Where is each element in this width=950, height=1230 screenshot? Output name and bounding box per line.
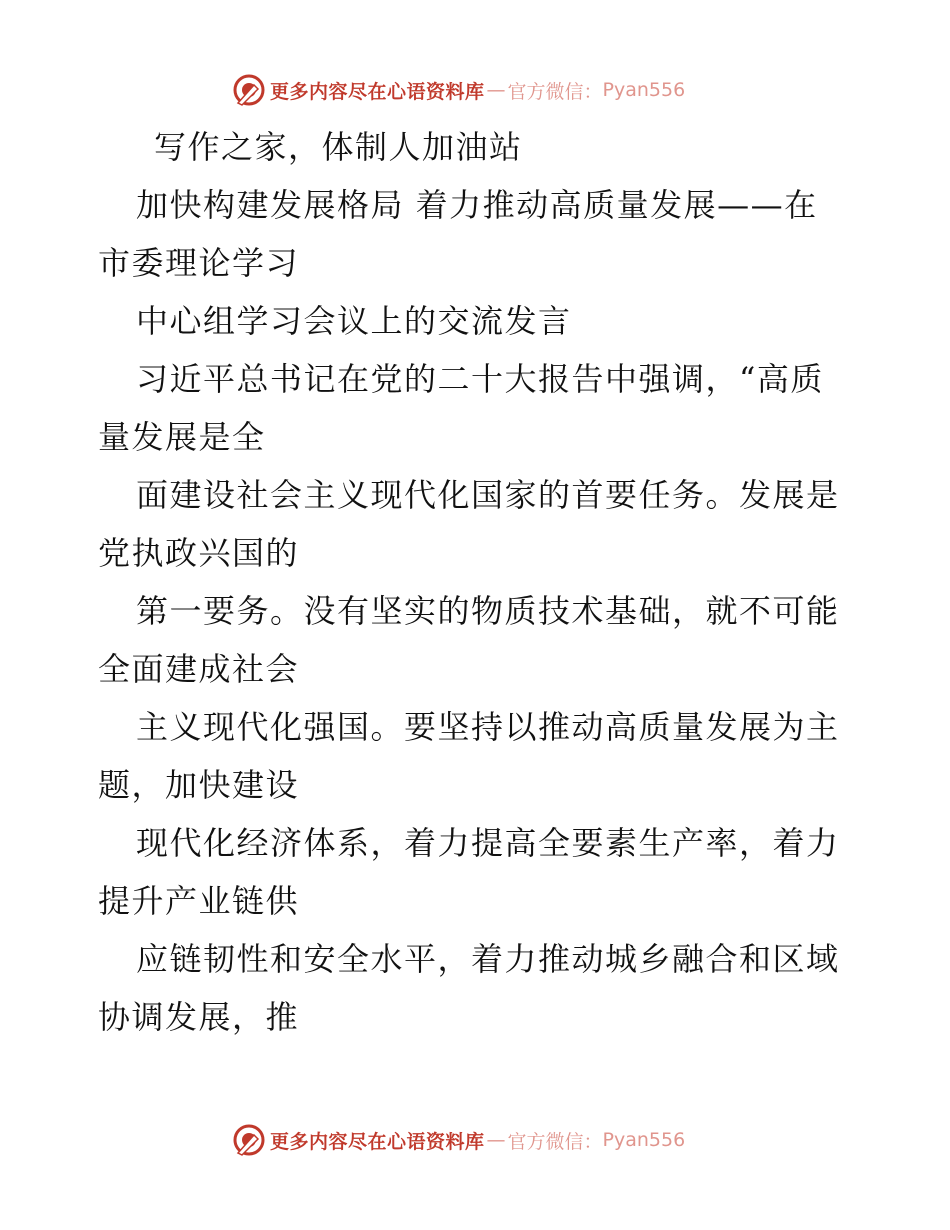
doc-line: 协调发展，推 [98,998,300,1036]
doc-line: 第一要务。没有坚实的物质技术基础，就不可能 [136,592,840,630]
watermark-wechat-id: Pyan556 [602,1129,686,1151]
watermark-wechat-label: 官方微信： [507,80,603,103]
watermark-wechat-label: 官方微信： [507,1130,603,1153]
doc-line: 习近平总书记在党的二十大报告中强调，“高质 [136,360,824,398]
doc-line: 量发展是全 [98,418,266,456]
doc-line: 写作之家，体制人加油站 [154,128,523,166]
doc-line: 提升产业链供 [98,882,300,920]
doc-line: 面建设社会主义现代化国家的首要任务。发展是 [136,476,840,514]
doc-line: 主义现代化强国。要坚持以推动高质量发展为主 [136,708,840,746]
pen-logo-icon [232,73,266,107]
watermark-text: 更多内容尽在心语资料库 [270,80,485,103]
watermark-text: 更多内容尽在心语资料库 [270,1130,485,1153]
doc-line: 应链韧性和安全水平，着力推动城乡融合和区域 [136,940,840,978]
watermark-separator: — [486,1129,506,1151]
watermark-wechat-id: Pyan556 [602,79,686,101]
watermark-separator: — [486,79,506,101]
doc-line: 全面建成社会 [98,650,300,688]
footer-watermark [232,1120,685,1160]
doc-line: 加快构建发展格局 着力推动高质量发展——在 [136,186,818,224]
document-body [98,118,858,1046]
doc-line: 党执政兴国的 [98,534,300,572]
doc-line: 中心组学习会议上的交流发言 [136,302,572,340]
doc-line: 题，加快建设 [98,766,300,804]
header-watermark [232,70,685,110]
doc-line: 现代化经济体系，着力提高全要素生产率，着力 [136,824,840,862]
pen-logo-icon [232,1123,266,1157]
doc-line: 市委理论学习 [98,244,300,282]
